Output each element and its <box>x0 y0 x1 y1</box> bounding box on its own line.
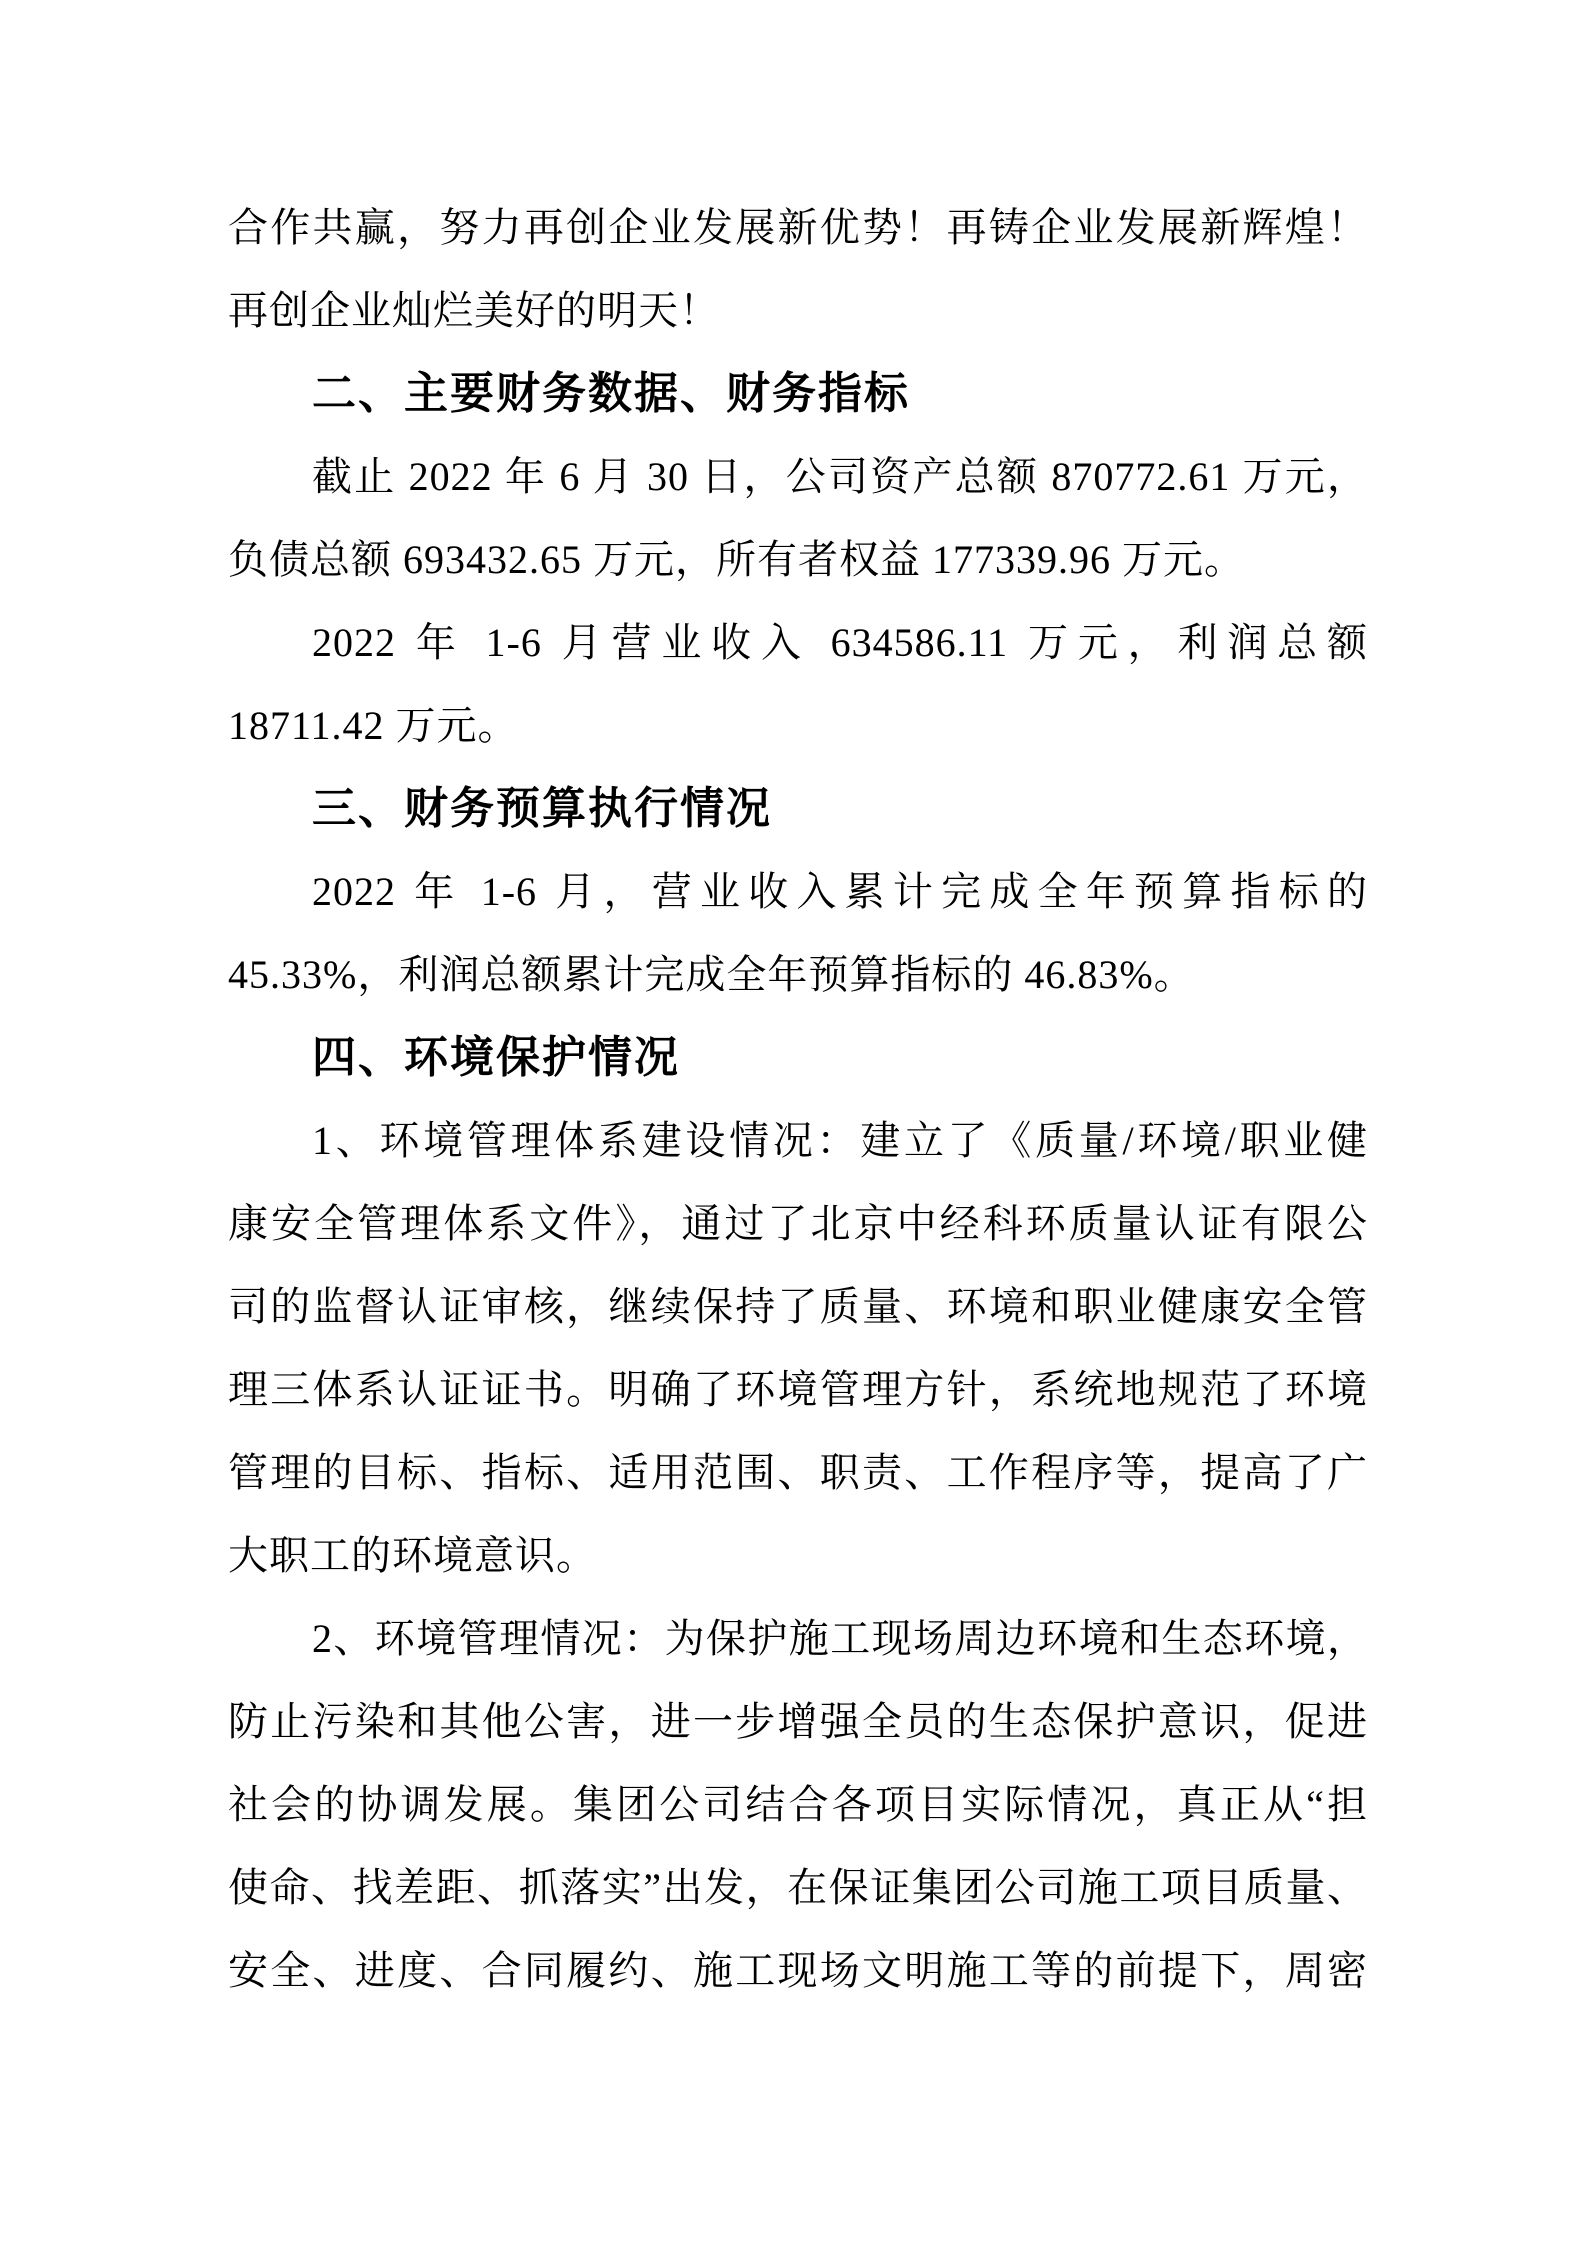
text-line: 2022 年 1-6 月，营业收入累计完成全年预算指标的 <box>312 869 1368 914</box>
text-line: 1、环境管理体系建设情况：建立了《质量/环境/职业健 <box>312 1118 1368 1163</box>
text-line: 2022 年 1-6 月营业收入 634586.11 万元，利润总额 <box>312 620 1368 665</box>
text-line: 再创企业灿烂美好的明天！ <box>228 288 720 333</box>
text-line: 防止污染和其他公害，进一步增强全员的生态保护意识，促进 <box>228 1699 1368 1744</box>
text-line: 理三体系认证证书。明确了环境管理方针，系统地规范了环境 <box>228 1367 1368 1412</box>
text-line: 45.33%，利润总额累计完成全年预算指标的 46.83%。 <box>228 952 1195 997</box>
text-line: 社会的协调发展。集团公司结合各项目实际情况，真正从“担 <box>228 1782 1368 1827</box>
text-line: 司的监督认证审核，继续保持了质量、环境和职业健康安全管 <box>228 1284 1368 1329</box>
text-line: 管理的目标、指标、适用范围、职责、工作程序等，提高了广 <box>228 1450 1368 1495</box>
text-line: 合作共赢，努力再创企业发展新优势！再铸企业发展新辉煌！ <box>228 205 1368 250</box>
text-line: 截止 2022 年 6 月 30 日，公司资产总额 870772.61 万元， <box>312 454 1368 499</box>
text-line: 使命、找差距、抓落实”出发，在保证集团公司施工项目质量、 <box>228 1865 1368 1910</box>
text-line: 安全、进度、合同履约、施工现场文明施工等的前提下，周密 <box>228 1948 1368 1993</box>
text-line: 大职工的环境意识。 <box>228 1533 597 1578</box>
text-line: 2、环境管理情况：为保护施工现场周边环境和生态环境， <box>312 1616 1368 1661</box>
section-heading: 四、环境保护情况 <box>312 1033 680 1082</box>
text-line: 18711.42 万元。 <box>228 703 519 748</box>
document-text-block <box>228 186 1368 2012</box>
text-line: 负债总额 693432.65 万元，所有者权益 177339.96 万元。 <box>228 537 1245 582</box>
section-heading: 二、主要财务数据、财务指标 <box>312 369 910 418</box>
section-heading: 三、财务预算执行情况 <box>312 784 772 833</box>
text-line: 康安全管理体系文件》，通过了北京中经科环质量认证有限公 <box>228 1201 1368 1246</box>
